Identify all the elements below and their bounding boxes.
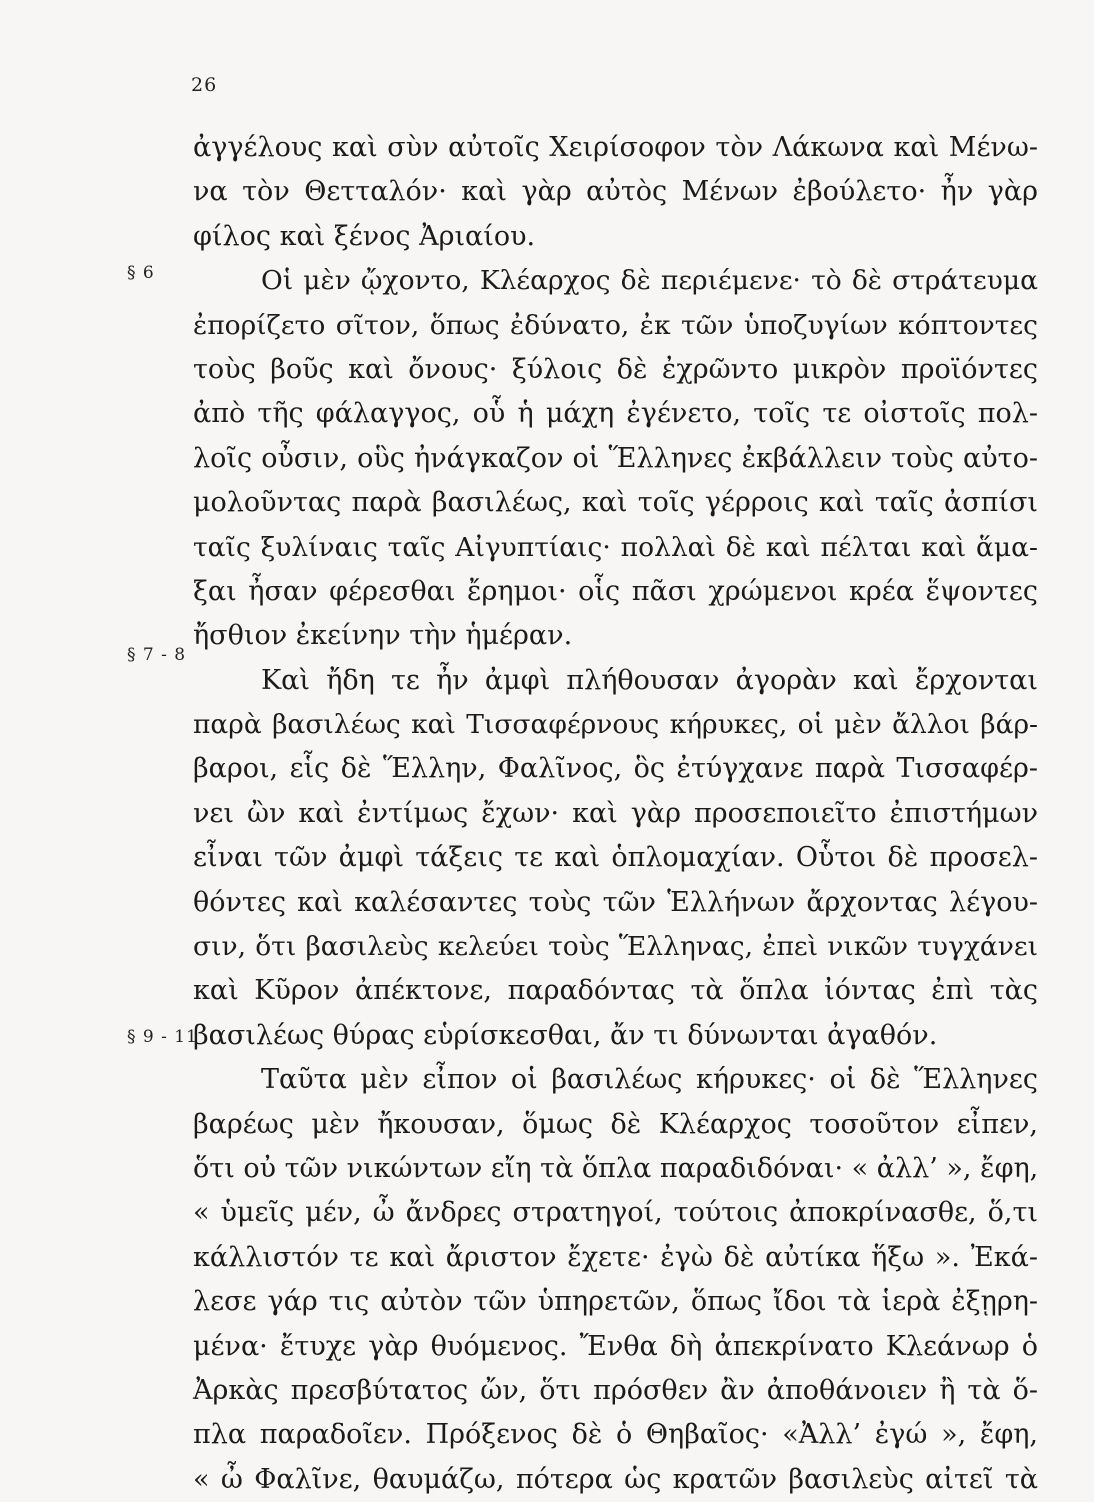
text-line: ἤσθιον ἐκείνην τὴν ἡμέραν. xyxy=(193,620,573,652)
text-line: λοῖς οὖσιν, οὓς ἠνάγκαζον οἱ Ἕλληνες ἐκβάλλειν τοὺς αὐτο- xyxy=(193,442,1038,474)
text-line: νει ὢν καὶ ἐντίμως ἔχων· καὶ γὰρ προσεποιεῖτο ἐπιστήμων xyxy=(193,797,1038,829)
text-line: καὶ Κῦρον ἀπέκτονε, παραδόντας τὰ ὅπλα ἰόντας ἐπὶ τὰς xyxy=(193,975,1038,1007)
text-line: Οἱ μὲν ᾤχοντο, Κλέαρχος δὲ περιέμενε· τὸ δὲ στράτευμα xyxy=(261,265,1038,297)
section-marker-9-11: § 9 - 11 xyxy=(127,1027,198,1047)
text-line: να τὸν Θετταλόν· καὶ γὰρ αὐτὸς Μένων ἐβούλετο· ἦν γὰρ xyxy=(193,176,1038,208)
text-line: « ὦ Φαλῖνε, θαυμάζω, πότερα ὡς κρατῶν βασιλεὺς αἰτεῖ τὰ xyxy=(193,1463,1038,1495)
text-line: παρὰ βασιλέως καὶ Τισσαφέρνους κήρυκες, οἱ μὲν ἄλλοι βάρ- xyxy=(193,709,1038,741)
text-line: Ταῦτα μὲν εἶπον οἱ βασιλέως κήρυκες· οἱ δὲ Ἕλληνες xyxy=(261,1064,1038,1096)
text-line: ὅτι οὐ τῶν νικώντων εἴη τὰ ὅπλα παραδιδόναι· « ἀλλ’ », ἔφη, xyxy=(193,1152,1039,1184)
text-line: κάλλιστόν τε καὶ ἄριστον ἔχετε· ἐγὼ δὲ αὐτίκα ἥξω ». Ἐκά- xyxy=(193,1241,1038,1273)
text-line: « ὑμεῖς μέν, ὦ ἄνδρες στρατηγοί, τούτοις ἀποκρίνασθε, ὅ,τι xyxy=(193,1197,1038,1229)
text-line: βασιλέως θύρας εὑρίσκεσθαι, ἄν τι δύνωνται ἀγαθόν. xyxy=(193,1019,938,1051)
text-line: Ἀρκὰς πρεσβύτατος ὤν, ὅτι πρόσθεν ἂν ἀποθάνοιεν ἢ τὰ ὅ- xyxy=(193,1374,1038,1406)
text-line: σιν, ὅτι βασιλεὺς κελεύει τοὺς Ἕλληνας, ἐπεὶ νικῶν τυγχάνει xyxy=(193,931,1038,963)
text-line: θόντες καὶ καλέσαντες τοὺς τῶν Ἑλλήνων ἄρχοντας λέγου- xyxy=(193,886,1038,918)
text-line: ἀπὸ τῆς φάλαγγος, οὗ ἡ μάχη ἐγένετο, τοῖς τε οἰστοῖς πολ- xyxy=(193,398,1038,430)
text-line: φίλος καὶ ξένος Ἀριαίου. xyxy=(193,220,536,252)
text-line: μολοῦντας παρὰ βασιλέως, καὶ τοῖς γέρροις καὶ ταῖς ἀσπίσι xyxy=(193,487,1038,519)
text-line: εἶναι τῶν ἀμφὶ τάξεις τε καὶ ὁπλομαχίαν. Οὗτοι δὲ προσελ- xyxy=(193,842,1038,874)
section-marker-6: § 6 xyxy=(127,263,155,283)
text-line: τοὺς βοῦς καὶ ὄνους· ξύλοις δὲ ἐχρῶντο μικρὸν προϊόντες xyxy=(193,353,1038,385)
text-line: ταῖς ξυλίναις ταῖς Αἰγυπτίαις· πολλαὶ δὲ καὶ πέλται καὶ ἅμα- xyxy=(193,531,1038,563)
text-line: βαρέως μὲν ἤκουσαν, ὅμως δὲ Κλέαρχος τοσοῦτον εἶπεν, xyxy=(193,1108,1038,1140)
text-line: ξαι ἦσαν φέρεσθαι ἔρημοι· οἷς πᾶσι χρώμενοι κρέα ἕψοντες xyxy=(193,575,1038,607)
text-line: λεσε γάρ τις αὐτὸν τῶν ὑπηρετῶν, ὅπως ἴδοι τὰ ἱερὰ ἐξῃρη- xyxy=(193,1286,1038,1318)
text-line: πλα παραδοῖεν. Πρόξενος δὲ ὁ Θηβαῖος· «Ἀλλ’ ἐγώ », ἔφη, xyxy=(193,1419,1038,1451)
text-line: ἐπορίζετο σῖτον, ὅπως ἐδύνατο, ἐκ τῶν ὑποζυγίων κόπτοντες xyxy=(193,309,1038,341)
text-line: βαροι, εἷς δὲ Ἕλλην, Φαλῖνος, ὃς ἐτύγχανε παρὰ Τισσαφέρ- xyxy=(193,753,1038,785)
body-text xyxy=(193,126,1038,1502)
section-marker-7-8: § 7 - 8 xyxy=(127,645,187,665)
text-line: μένα· ἔτυχε γὰρ θυόμενος. Ἔνθα δὴ ἀπεκρίνατο Κλεάνωρ ὁ xyxy=(193,1330,1038,1362)
text-line: ἀγγέλους καὶ σὺν αὐτοῖς Χειρίσοφον τὸν Λάκωνα καὶ Μένω- xyxy=(193,132,1038,163)
text-line: Καὶ ἤδη τε ἦν ἀμφὶ πλήθουσαν ἀγορὰν καὶ ἔρχονται xyxy=(261,664,1038,696)
page-number: 26 xyxy=(191,74,218,96)
